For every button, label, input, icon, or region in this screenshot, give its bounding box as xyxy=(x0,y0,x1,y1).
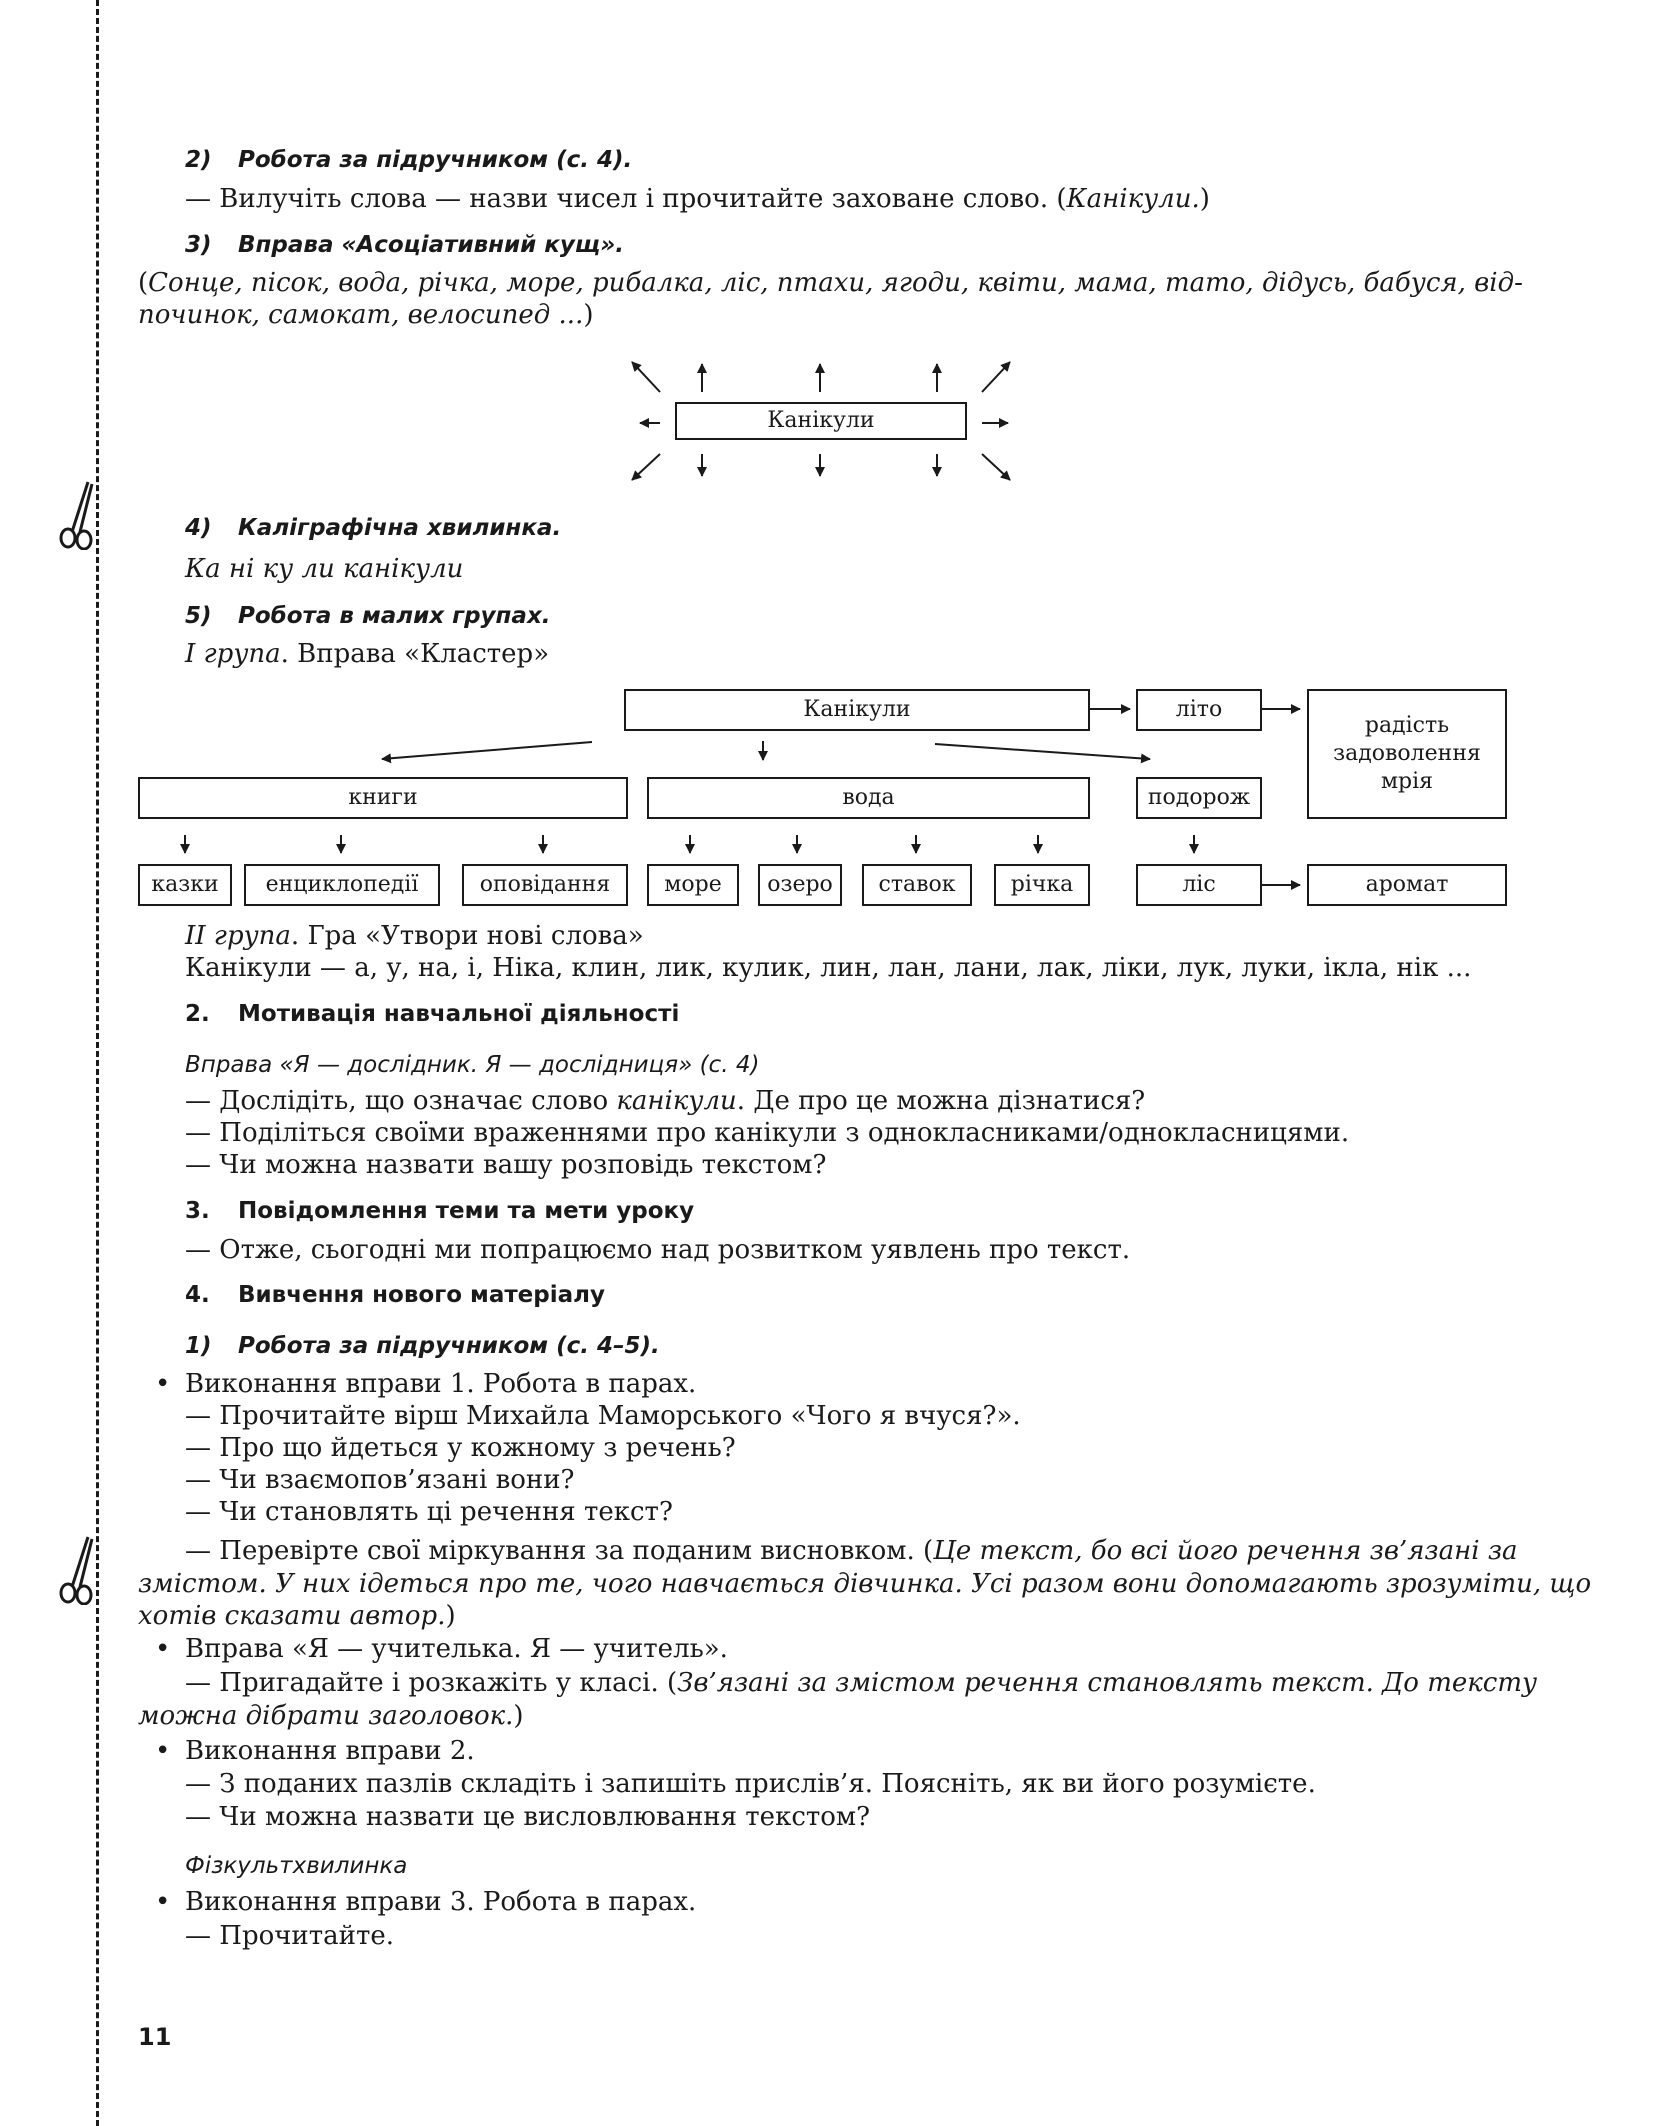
sec4-b2-l2-it: можна дібрати заголовок. xyxy=(138,1701,514,1731)
callig-syllables: Ка ні ку ли канікули xyxy=(185,554,464,584)
sec4-b1-l6 xyxy=(138,1568,1591,1600)
sec3-title: Повідомлення теми та мети уроку xyxy=(238,1198,695,1224)
cluster-opov-box xyxy=(462,864,628,906)
bullet-icon: • xyxy=(155,1736,171,1766)
sec4-b1-l5-it: Це текст, бо всі його речення зв’язані за xyxy=(933,1536,1518,1566)
cluster-leto-label: літо xyxy=(1175,697,1223,722)
cluster-top-label: Канікули xyxy=(803,697,911,722)
sec4-b1: Виконання вправи 1. Робота в парах. xyxy=(185,1369,697,1399)
cluster-podorozh-box xyxy=(1136,777,1262,819)
cluster-more-box xyxy=(647,864,739,906)
page-number: 11 xyxy=(138,2023,172,2051)
sec4-b2-l1-a: — Пригадайте і розкажіть у класі. ( xyxy=(185,1668,678,1698)
bullet-icon: • xyxy=(155,1887,171,1917)
cluster-joy-1: радість xyxy=(1364,713,1450,738)
sec4-sub-title: Робота за підручником (с. 4–5). xyxy=(238,1333,660,1359)
group-2-task: . Гра «Утвори нові слова» xyxy=(290,921,644,951)
section-textbook-number: 2) xyxy=(185,147,212,173)
cluster-richka-box xyxy=(994,864,1090,906)
sec4-b1-l5 xyxy=(185,1535,1518,1567)
assoc-words-2: починок, самокат, велосипед ... xyxy=(138,300,584,330)
sec2-q1-a: — Дослідіть, що означає слово xyxy=(185,1086,617,1116)
sec4-b1-l3: — Чи взаємопов’язані вони? xyxy=(185,1465,575,1495)
group-2-words: Канікули — а, у, на, і, Ніка, клин, лик, кулик, лин, лан, лани, лак, ліки, лук, луки, ікла, нік ... xyxy=(185,953,1472,983)
group-2-line xyxy=(185,920,644,952)
sec4-b3-l1: — З поданих пазлів складіть і запишіть прислів’я. Поясніть, як ви його розумієте. xyxy=(185,1769,1316,1799)
group-1-task: . Вправа «Кластер» xyxy=(280,639,550,669)
cluster-lis-label: ліс xyxy=(1182,872,1216,897)
bullet-icon: • xyxy=(155,1369,171,1399)
cluster-stavok-box xyxy=(862,864,972,906)
sec3-number: 3. xyxy=(185,1198,210,1224)
cluster-voda-label: вода xyxy=(842,785,895,810)
sec4-b2: Вправа «Я — учителька. Я — учитель». xyxy=(185,1634,728,1664)
sec4-b2-l1-it: Зв’язані за змістом речення становлять текст. До тексту xyxy=(677,1668,1538,1698)
sec4-b1-l5-a: — Перевірте свої міркування за поданим висновком. ( xyxy=(185,1536,934,1566)
cluster-ozero-box xyxy=(758,864,842,906)
group-1-line xyxy=(185,638,549,670)
cluster-stavok-label: ставок xyxy=(878,872,956,897)
sec4-b2-l1 xyxy=(185,1667,1537,1699)
paren-close: ) xyxy=(513,1701,524,1731)
paren-close: ) xyxy=(445,1601,456,1631)
sec4-b3: Виконання вправи 2. xyxy=(185,1736,475,1766)
section-assoc-number: 3) xyxy=(185,232,212,258)
sec2-q1-word: канікули xyxy=(616,1086,737,1116)
paren-close: ) xyxy=(1199,184,1210,214)
sec4-number: 4. xyxy=(185,1282,210,1308)
cluster-encyc-label: енциклопедії xyxy=(265,872,419,897)
sec4-b1-l1: — Прочитайте вірш Михайла Маморського «Чого я вчуся?». xyxy=(185,1401,1021,1431)
paren-close: ) xyxy=(583,300,594,330)
sec4-b1-l2: — Про що йдеться у кожному з речень? xyxy=(185,1433,736,1463)
sec4-b2-l2 xyxy=(138,1700,524,1732)
sec2-q1-b: . Де про це можна дізнатися? xyxy=(736,1086,1146,1116)
fizkultkhvylynka: Фізкультхвилинка xyxy=(185,1853,408,1879)
cluster-joy-2: задоволення xyxy=(1333,741,1481,766)
sec4-b1-l7-it: хотів сказати автор. xyxy=(138,1601,446,1631)
assoc-center-word: Канікули xyxy=(767,408,875,433)
sec2-q1 xyxy=(185,1085,1145,1117)
sec3-line: — Отже, сьогодні ми попрацюємо над розвитком уявлень про текст. xyxy=(185,1235,1131,1265)
cluster-joy-box xyxy=(1307,689,1507,819)
cluster-more-label: море xyxy=(664,872,722,897)
cluster-opov-label: оповідання xyxy=(479,872,611,897)
instruction-text: — Вилучіть слова — назви чисел і прочитайте заховане слово. ( xyxy=(185,184,1067,214)
cluster-joy-3: мрія xyxy=(1380,769,1434,794)
sec2-task: Вправа «Я — дослідник. Я — дослідниця» (с. 4) xyxy=(185,1052,760,1078)
paren-open: ( xyxy=(138,268,149,298)
section-textbook-title: Робота за підручником (с. 4). xyxy=(238,147,633,173)
sec4-b3-l2: — Чи можна назвати це висловлювання текстом? xyxy=(185,1802,871,1832)
sec4-sub-number: 1) xyxy=(185,1333,212,1359)
assoc-words-1: Сонце, пісок, вода, річка, море, рибалка, ліс, птахи, ягоди, квіти, мама, тато, дідусь, бабуся, від- xyxy=(148,268,1523,298)
section-callig-title: Каліграфічна хвилинка. xyxy=(238,515,562,541)
bullet-icon: • xyxy=(155,1634,171,1664)
section-groups-number: 5) xyxy=(185,603,212,629)
sec4-b4: Виконання вправи 3. Робота в парах. xyxy=(185,1887,697,1917)
assoc-center-box xyxy=(675,402,967,440)
sec4-b1-l6-it: змістом. У них ідеться про те, чого навчається дівчинка. Усі разом вони допомагають зрозуміти, що xyxy=(138,1569,1592,1599)
sec2-q3: — Чи можна назвати вашу розповідь текстом? xyxy=(185,1150,827,1180)
cluster-aromat-box xyxy=(1307,864,1507,906)
group-2-label: ІІ група xyxy=(185,921,291,951)
cluster-leto-box xyxy=(1136,689,1262,731)
cluster-kazky-label: казки xyxy=(151,872,219,897)
answer-text: Канікули. xyxy=(1066,184,1200,214)
sec4-b1-l4: — Чи становлять ці речення текст? xyxy=(185,1497,673,1527)
cluster-knygy-box xyxy=(138,777,628,819)
cluster-voda-box xyxy=(647,777,1090,819)
section-assoc-title: Вправа «Асоціативний кущ». xyxy=(238,232,624,258)
sec2-q2: — Поділіться своїми враженнями про канікули з однокласниками/однокласницями. xyxy=(185,1118,1350,1148)
group-1-label: І група xyxy=(185,639,281,669)
sec2-number: 2. xyxy=(185,1001,210,1027)
callig-text xyxy=(185,553,463,585)
sec2-title: Мотивація навчальної діяльності xyxy=(238,1001,680,1027)
sec4-title: Вивчення нового матеріалу xyxy=(238,1282,605,1308)
cluster-ozero-label: озеро xyxy=(767,872,833,897)
cluster-richka-label: річка xyxy=(1010,872,1074,897)
section-groups-title: Робота в малих групах. xyxy=(238,603,551,629)
cluster-podorozh-label: подорож xyxy=(1147,785,1251,810)
cluster-knygy-label: книги xyxy=(348,785,418,810)
cluster-kazky-box xyxy=(138,864,232,906)
sec4-b1-l7 xyxy=(138,1600,456,1632)
cluster-top-box xyxy=(624,689,1090,731)
section-callig-number: 4) xyxy=(185,515,212,541)
cluster-lis-box xyxy=(1136,864,1262,906)
cluster-encyc-box xyxy=(244,864,440,906)
cluster-aromat-label: аромат xyxy=(1365,872,1449,897)
sec4-b4-l1: — Прочитайте. xyxy=(185,1921,395,1951)
